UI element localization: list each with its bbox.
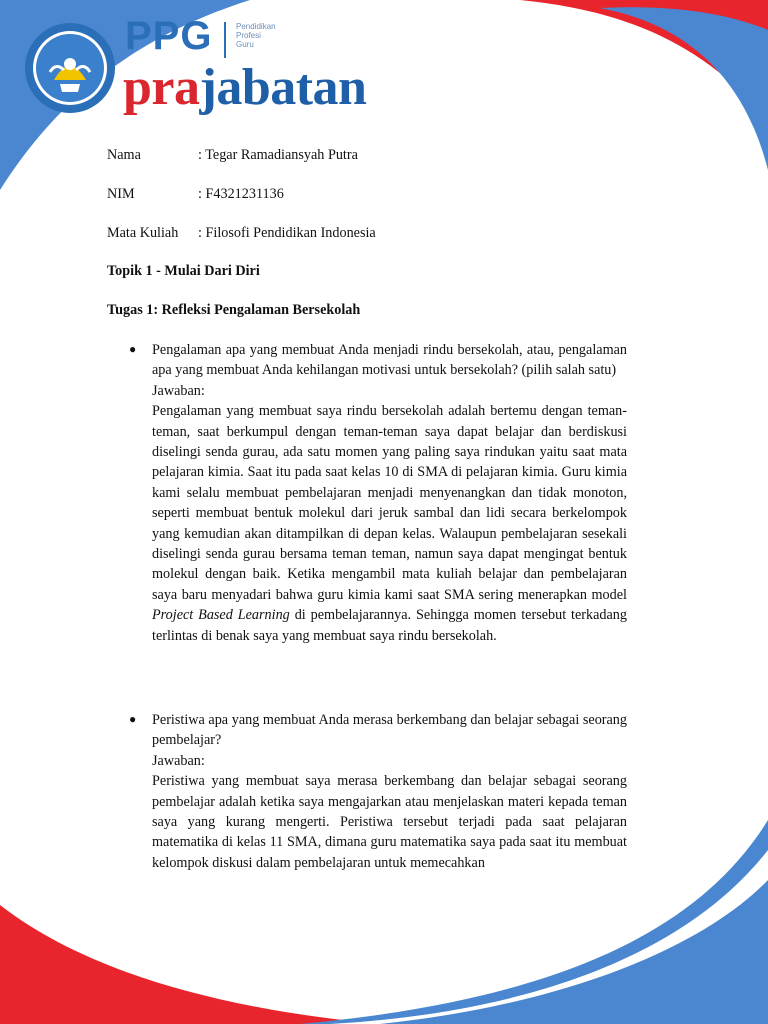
ppg-divider	[224, 22, 226, 58]
name-field	[107, 145, 627, 165]
answer-text-part: Pengalaman yang membuat saya rindu bersekolah adalah bertemu dengan teman-teman, saat berkumpul dengan teman-teman saya dapat belajar dan berdiskusi diselingi senda gurau, ada satu momen yang paling saya rindukan yaitu saat mata pelajaran kimia. Saat itu pada saat kelas 10 di SMA di pelajaran kimia. Guru kimia kami selalu membuat pembelajaran menjadi menyenangkan dan tidak monoton, seperti membuat bentuk molekul dari jeruk sambal dan lidi secara berkelompok yang kemudian akan ditampilkan di depan kelas. Walaupun pembelajaran sesekali diselingi senda gurau bersama teman teman, namun saya dapat mengingat bentuk molekul dengan baik. Ketika mengambil mata kuliah belajar dan pembelajaran saya baru menyadari bahwa guru kimia kami saat SMA sering menerapkan model	[152, 403, 627, 603]
name-label: Nama	[107, 147, 141, 163]
answer-text-italic: Project Based Learning	[152, 607, 290, 624]
bullet-icon: ●	[129, 342, 137, 356]
answer-text-part: di pembelajarannya. Sehingga momen tersebut terkadang terlintas di benak saya yang membuat saya rindu bersekolah.	[152, 607, 627, 644]
answer-text	[152, 401, 627, 646]
answer-text: Peristiwa yang membuat saya merasa berkembang dan belajar sebagai seorang pembelajar adalah ketika saya mengajarkan atau menjelaskan materi kepada teman saya yang kurang mengerti. Peristiwa tersebut terjadi pada saat pelajaran matematika di kelas 11 SMA, dimana guru matematika saya pada saat itu membuat kelompok diskusi dalam pembelajaran untuk memecahkan	[152, 773, 627, 871]
ppg-sub-line: Pendidikan	[236, 22, 276, 31]
task-heading: Tugas 1: Refleksi Pengalaman Bersekolah	[107, 302, 361, 318]
name-value: : Tegar Ramadiansyah Putra	[198, 147, 358, 163]
course-field	[107, 223, 627, 243]
ppg-sub-line: Profesi	[236, 31, 261, 40]
nim-value: : F4321231136	[198, 186, 284, 202]
ppg-subtitle	[236, 22, 296, 49]
question-text-block	[152, 710, 627, 873]
bottom-left-red-wave	[0, 905, 380, 1024]
question-text: Peristiwa apa yang membuat Anda merasa berkembang dan belajar sebagai seorang pembelajar?	[152, 712, 627, 749]
logo-text-jabatan: jabatan	[199, 59, 367, 116]
ppg-sub-line: Guru	[236, 40, 254, 49]
answer-label: Jawaban:	[152, 382, 205, 399]
tut-wuri-handayani-emblem-icon	[24, 22, 116, 114]
question-text: Pengalaman apa yang membuat Anda menjadi rindu bersekolah, atau, pengalaman apa yang membuat Anda kehilangan motivasi untuk bersekolah? (pilih salah satu)	[152, 342, 627, 379]
nim-field	[107, 184, 627, 204]
course-label: Mata Kuliah	[107, 225, 179, 241]
ppg-logo-text: PPG	[125, 14, 213, 58]
course-value: : Filosofi Pendidikan Indonesia	[198, 225, 376, 241]
topic-heading: Topik 1 - Mulai Dari Diri	[107, 263, 260, 279]
bullet-icon: ●	[129, 712, 137, 726]
nim-label: NIM	[107, 186, 135, 202]
prajabatan-logo-text	[123, 58, 366, 118]
question-text-block	[152, 340, 627, 646]
logo-text-pra: pra	[123, 59, 200, 116]
answer-label: Jawaban:	[152, 752, 205, 769]
